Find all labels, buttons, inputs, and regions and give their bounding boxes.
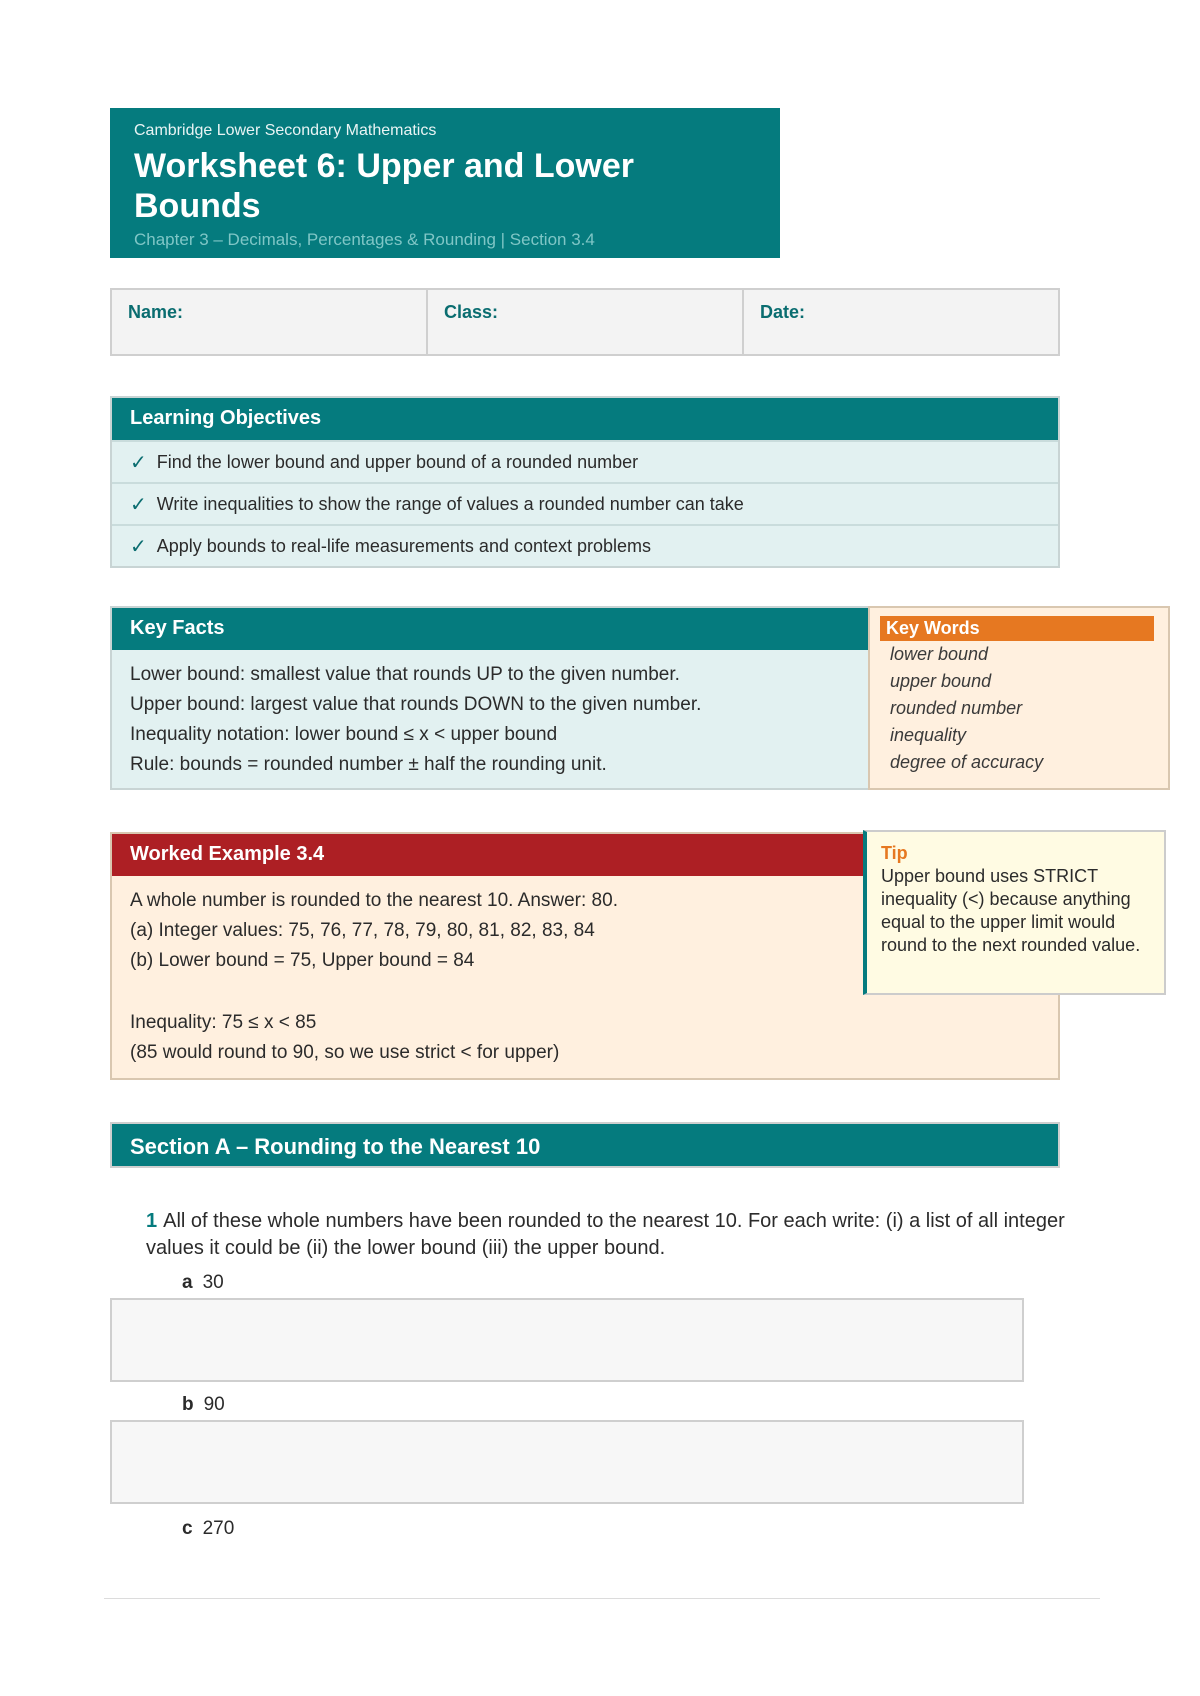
key-word: rounded number (890, 698, 1023, 718)
key-fact-line: Lower bound: smallest value that rounds UP to the given number. (130, 664, 680, 685)
objective-item (112, 482, 1058, 524)
worksheet-subtitle: Chapter 3 – Decimals, Percentages & Rounding | Section 3.4 (134, 230, 595, 249)
answer-box-b[interactable] (110, 1420, 1024, 1504)
objectives-heading: Learning Objectives (112, 398, 1058, 440)
key-words-box (868, 606, 1170, 790)
objective-item (112, 440, 1058, 482)
question-part-a (182, 1272, 224, 1294)
footer-divider (104, 1598, 1100, 1599)
example-line: A whole number is rounded to the nearest 10. Answer: 80. (130, 890, 618, 911)
key-fact-line: Rule: bounds = rounded number ± half the rounding unit. (130, 754, 607, 775)
example-line: (b) Lower bound = 75, Upper bound = 84 (130, 950, 475, 971)
key-fact-line: Upper bound: largest value that rounds DOWN to the given number. (130, 694, 702, 715)
part-letter: b (182, 1394, 194, 1415)
key-fact-line: Inequality notation: lower bound ≤ x < upper bound (130, 724, 558, 745)
learning-objectives-box (110, 396, 1060, 568)
question-part-b (182, 1394, 225, 1416)
key-words-heading: Key Words (880, 616, 1154, 641)
answer-box-a[interactable] (110, 1298, 1024, 1382)
key-word: upper bound (890, 671, 992, 691)
question-text: All of these whole numbers have been rounded to the nearest 10. For each write: (i) a list of all integer values it could be (ii) the lower bound (iii) the upper bound. (146, 1210, 1065, 1259)
key-word: degree of accuracy (890, 752, 1044, 772)
worked-example-heading: Worked Example 3.4 (112, 834, 902, 876)
student-info-row (110, 288, 1060, 356)
key-facts-heading: Key Facts (112, 608, 868, 650)
class-field[interactable]: Class: (428, 290, 744, 354)
question-number: 1 (146, 1210, 158, 1232)
objective-text: Apply bounds to real-life measurements and context problems (156, 535, 652, 556)
part-value: 90 (203, 1394, 225, 1415)
question-part-c (182, 1518, 234, 1540)
worksheet-title: Worksheet 6: Upper and Lower Bounds (134, 147, 635, 225)
key-word: inequality (890, 725, 967, 745)
check-icon: ✓ (130, 493, 147, 516)
tip-text: Upper bound uses STRICT inequality (<) because anything equal to the upper limit would round to the next rounded value. (881, 866, 1141, 955)
example-line: Inequality: 75 ≤ x < 85 (130, 1012, 317, 1033)
part-value: 270 (202, 1518, 235, 1539)
example-line: (85 would round to 90, so we use strict < for upper) (130, 1042, 560, 1063)
name-field[interactable]: Name: (112, 290, 428, 354)
example-line: (a) Integer values: 75, 76, 77, 78, 79, 80, 81, 82, 83, 84 (130, 920, 595, 941)
objective-text: Write inequalities to show the range of values a rounded number can take (156, 493, 744, 514)
question-1 (146, 1208, 1086, 1262)
part-value: 30 (202, 1272, 224, 1293)
part-letter: c (182, 1518, 193, 1539)
key-facts-box (110, 606, 870, 790)
tip-box (863, 830, 1166, 995)
series-label: Cambridge Lower Secondary Mathematics (134, 122, 437, 139)
check-icon: ✓ (130, 535, 147, 558)
worksheet-header (110, 108, 780, 258)
section-a-heading: Section A – Rounding to the Nearest 10 (110, 1122, 1060, 1168)
check-icon: ✓ (130, 451, 147, 474)
date-field[interactable]: Date: (760, 302, 806, 322)
key-word: lower bound (890, 644, 989, 664)
part-letter: a (182, 1272, 193, 1293)
tip-heading: Tip (881, 843, 908, 863)
objective-text: Find the lower bound and upper bound of a rounded number (156, 451, 639, 472)
objective-item (112, 524, 1058, 566)
